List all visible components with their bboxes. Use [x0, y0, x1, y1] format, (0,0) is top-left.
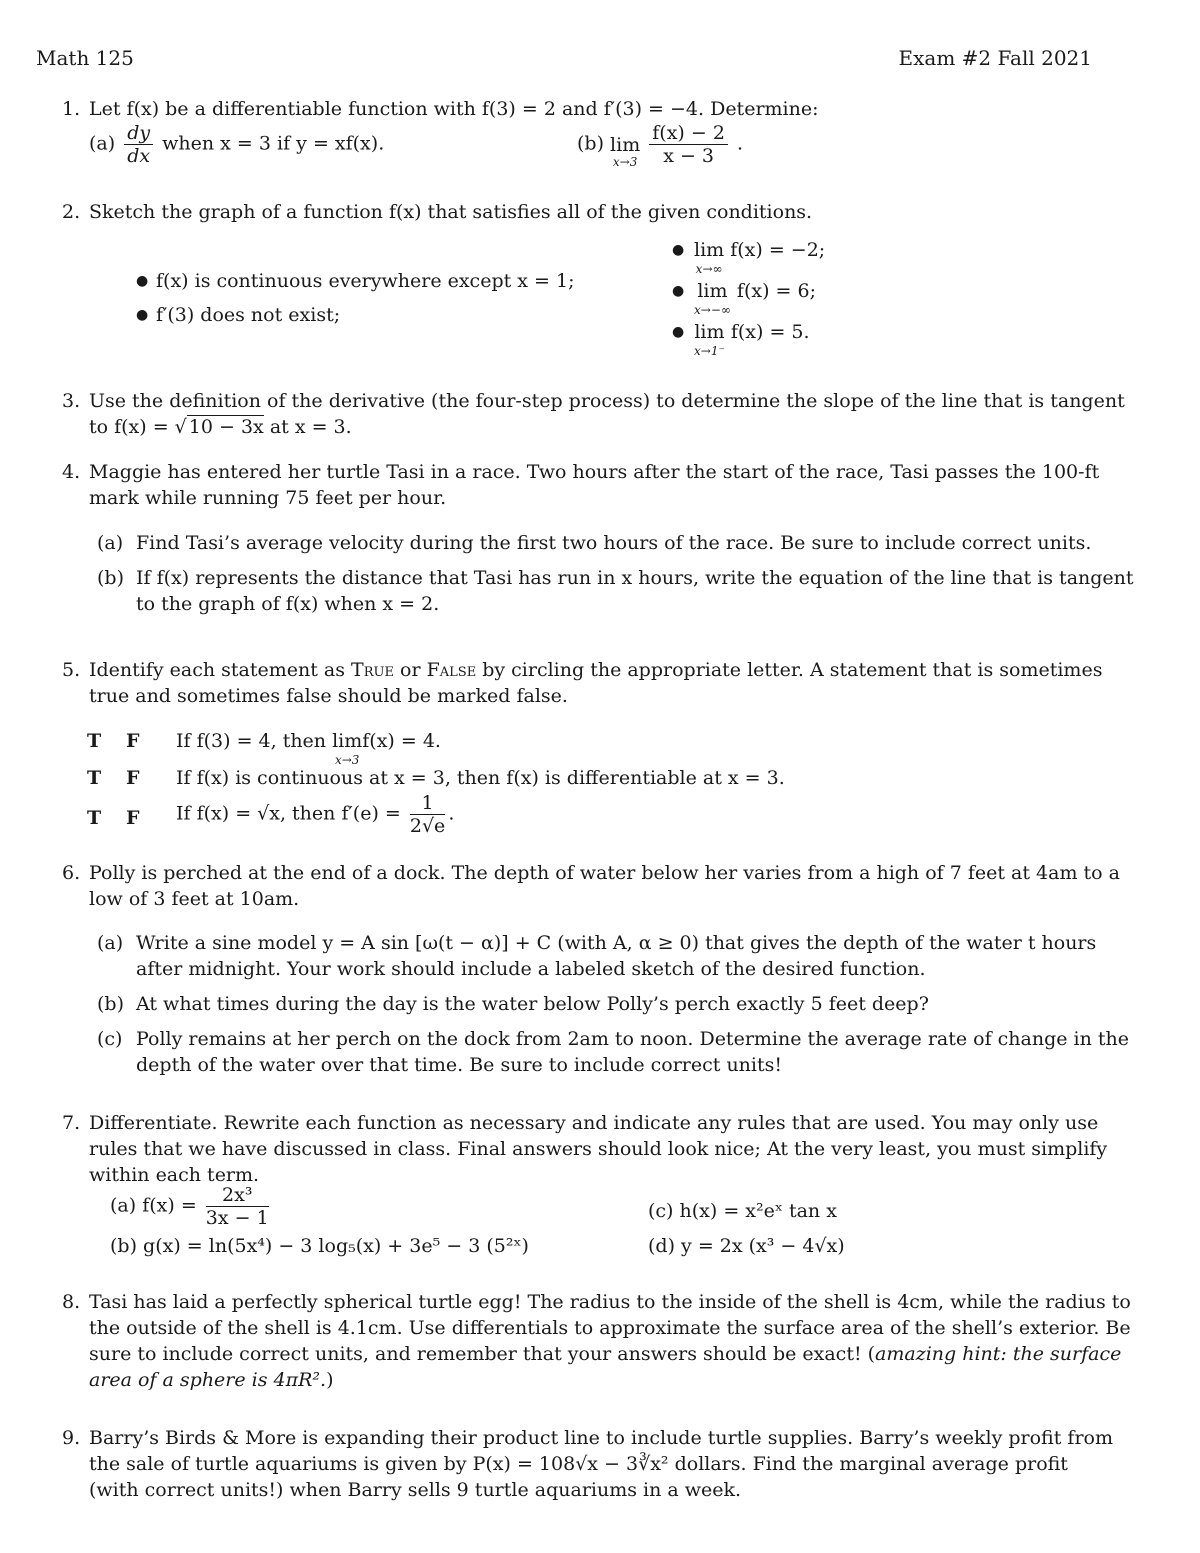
q7-part-a: [110, 1184, 272, 1229]
bullet-icon: ●: [136, 273, 149, 289]
q8-line2: the outside of the shell is 4.1cm. Use differentials to approximate the surface area of the shell’s exterior. Be: [89, 1317, 1131, 1339]
true-option[interactable]: T: [87, 730, 102, 752]
lim-word: lim: [332, 730, 363, 752]
q8-line3-pre: sure to include correct units, and remember that your answers should be exact! (: [89, 1343, 876, 1365]
q8-hint: amazing hint: the surface: [875, 1343, 1122, 1365]
q6-a-line2: after midnight. Your work should include a labeled sketch of the desired function.: [136, 958, 926, 980]
q4-number: 4.: [62, 461, 81, 483]
q7-part-d: [648, 1233, 845, 1259]
q2-condition-right: [694, 237, 825, 275]
q1-text: Let f(x) be a differentiable function with f(3) = 2 and f′(3) = −4. Determine:: [89, 98, 819, 120]
q7-d-label: (d): [648, 1235, 675, 1257]
q2-text: Sketch the graph of a function f(x) that satisfies all of the given conditions.: [89, 201, 813, 223]
lim-subscript: x→3: [612, 155, 638, 169]
q1-part-a: [89, 122, 384, 167]
q5-statement-3: [176, 792, 454, 837]
q4-line2: mark while running 75 feet per hour.: [89, 487, 447, 509]
q5-line1-pre: Identify each statement as: [89, 659, 352, 681]
true-option[interactable]: T: [87, 807, 102, 829]
q3-number: 3.: [62, 390, 81, 412]
q3-line2-post: at x = 3.: [263, 416, 352, 438]
false-word: False: [426, 659, 477, 681]
bullet-icon: ●: [672, 242, 685, 258]
q6-a-label: (a): [97, 932, 124, 954]
q7-a-fraction: [206, 1184, 269, 1229]
q1-b-limit: [610, 134, 640, 168]
q1-b-fraction: [649, 122, 728, 167]
numerator: 2x³: [206, 1184, 269, 1207]
q7-c-label: (c): [648, 1200, 674, 1222]
q4-a-text: Find Tasi’s average velocity during the first two hours of the race. Be sure to include correct units.: [136, 532, 1092, 554]
q4-b-label: (b): [97, 567, 124, 589]
q1-a-label: (a): [89, 132, 116, 155]
lim-block: [694, 319, 725, 357]
denominator: 2√e: [409, 815, 446, 837]
q6-c-line1: Polly remains at her perch on the dock from 2am to noon. Determine the average rate of change in the: [136, 1028, 1130, 1050]
q7-d-text: y = 2x (x³ − 4√x): [681, 1235, 845, 1257]
q3-line1: Use the definition of the derivative (the four-step process) to determine the slope of the line that is tangent: [89, 390, 1125, 412]
q4-b-line1: If f(x) represents the distance that Tasi has run in x hours, write the equation of the line that is tangent: [136, 567, 1134, 589]
q7-line1: Differentiate. Rewrite each function as necessary and indicate any rules that are used. You may only use: [89, 1112, 1099, 1134]
q1-b-numerator: f(x) − 2: [649, 122, 728, 145]
q1-part-b: [577, 122, 743, 168]
q1-a-text: when x = 3 if y = xf(x).: [162, 132, 385, 155]
false-option[interactable]: F: [126, 807, 140, 829]
q5-number: 5.: [62, 659, 81, 681]
bullet-icon: ●: [136, 307, 149, 323]
q4-a-label: (a): [97, 532, 124, 554]
false-option[interactable]: F: [126, 730, 140, 752]
q6-c-line2: depth of the water over that time. Be sure to include correct units!: [136, 1054, 783, 1076]
q7-number: 7.: [62, 1112, 81, 1134]
q6-line2: low of 3 feet at 10am.: [89, 888, 300, 910]
lim-word: lim: [610, 134, 641, 156]
q4-b-line2: to the graph of f(x) when x = 2.: [136, 593, 440, 615]
true-word: True: [351, 659, 394, 681]
numerator: 1: [410, 792, 445, 815]
q6-c-label: (c): [97, 1028, 123, 1050]
lim-word: lim: [694, 239, 725, 261]
lim-word: lim: [694, 321, 725, 343]
q7-line2: rules that we have discussed in class. Final answers should look nice; At the very least, you must simplify: [89, 1138, 1108, 1160]
q2-condition-left: f(x) is continuous everywhere except x = 1;: [156, 270, 575, 292]
q1-a-fraction: [124, 122, 153, 167]
q1-number: 1.: [62, 98, 81, 120]
bullet-icon: ●: [672, 283, 685, 299]
statement-post: .: [448, 802, 455, 825]
statement-pre: If f(3) = 4, then: [176, 730, 333, 752]
q5-line1: [89, 657, 1102, 683]
lim-block: [694, 237, 724, 275]
condition-text: f(x) = 6;: [736, 280, 816, 302]
lim-subscript: x→−∞: [694, 303, 731, 317]
q8-hint-end: area of a sphere is 4πR².: [89, 1369, 327, 1391]
course-label: Math 125: [36, 46, 134, 70]
q5-s3-fraction: [410, 792, 445, 837]
lim-block: [332, 728, 362, 766]
q6-line1: Polly is perched at the end of a dock. The depth of water below her varies from a high of 7 feet at 4am to a: [89, 862, 1120, 884]
q8-close-paren: ): [326, 1369, 334, 1391]
q1-b-period: .: [736, 132, 744, 155]
exam-label: Exam #2 Fall 2021: [898, 46, 1092, 70]
q5-line2: true and sometimes false should be marked false.: [89, 685, 568, 707]
lim-block: [694, 278, 731, 316]
q2-number: 2.: [62, 201, 81, 223]
q9-line1: Barry’s Birds & More is expanding their product line to include turtle supplies. Barry’s weekly profit from: [89, 1427, 1113, 1449]
q8-line3: [89, 1341, 1121, 1367]
q1-b-label: (b): [577, 132, 604, 155]
q8-line4: [89, 1367, 334, 1393]
q6-a-line1: Write a sine model y = A sin [ω(t − α)] + C (with A, α ≥ 0) that gives the depth of the water t hours: [136, 932, 1097, 954]
q3-line2: [89, 414, 352, 440]
q6-b-label: (b): [97, 993, 124, 1015]
q4-line1: Maggie has entered her turtle Tasi in a race. Two hours after the start of the race, Tasi passes the 100-ft: [89, 461, 1100, 483]
true-option[interactable]: T: [87, 767, 102, 789]
false-option[interactable]: F: [126, 767, 140, 789]
q3-line2-pre: to f(x) = √: [89, 416, 187, 438]
q2-condition-right: [694, 278, 816, 316]
q6-b-text: At what times during the day is the water below Polly’s perch exactly 5 feet deep?: [136, 993, 929, 1015]
lim-subscript: x→1⁻: [694, 344, 725, 358]
q9-line2: the sale of turtle aquariums is given by P(x) = 108√x − 3∛x² dollars. Find the marginal average profit: [89, 1453, 1068, 1475]
statement-pre: If f(x) = √x, then f′(e) =: [176, 802, 407, 825]
q7-b-label: (b): [110, 1235, 137, 1257]
q8-number: 8.: [62, 1291, 81, 1313]
q7-a-pre: f(x) =: [142, 1194, 203, 1217]
bullet-icon: ●: [672, 324, 685, 340]
q7-line3: within each term.: [89, 1164, 260, 1186]
q5-line1-post: by circling the appropriate letter. A statement that is sometimes: [476, 659, 1103, 681]
condition-text: f(x) = 5.: [730, 321, 810, 343]
q6-number: 6.: [62, 862, 81, 884]
lim-subscript: x→∞: [695, 262, 723, 276]
q8-line1: Tasi has laid a perfectly spherical turtle egg! The radius to the inside of the shell is 4cm, while the radius to: [89, 1291, 1131, 1313]
q7-part-c: [648, 1198, 837, 1224]
or-word: or: [393, 659, 427, 681]
statement-post: f(x) = 4.: [362, 730, 441, 752]
q7-part-b: [110, 1233, 529, 1259]
condition-text: f(x) = −2;: [730, 239, 826, 261]
q7-a-label: (a): [110, 1194, 137, 1217]
q9-number: 9.: [62, 1427, 81, 1449]
lim-word: lim: [697, 280, 728, 302]
q5-statement-2: If f(x) is continuous at x = 3, then f(x) is differentiable at x = 3.: [176, 767, 785, 789]
q3-radicand: 10 − 3x: [188, 416, 264, 438]
q5-statement-1: [176, 728, 441, 766]
q1-a-denominator: dx: [127, 145, 151, 167]
q1-a-numerator: dy: [124, 122, 153, 145]
q1-b-denominator: x − 3: [663, 145, 714, 167]
q2-condition-right: [694, 319, 810, 357]
denominator: 3x − 1: [205, 1207, 269, 1229]
q7-b-text: g(x) = ln(5x⁴) − 3 log₅(x) + 3e⁵ − 3 (5²ˣ): [143, 1235, 529, 1257]
q2-condition-left: f′(3) does not exist;: [156, 304, 341, 326]
lim-subscript: x→3: [334, 753, 360, 767]
q9-line3: (with correct units!) when Barry sells 9 turtle aquariums in a week.: [89, 1479, 742, 1501]
q7-c-text: h(x) = x²eˣ tan x: [679, 1200, 837, 1222]
